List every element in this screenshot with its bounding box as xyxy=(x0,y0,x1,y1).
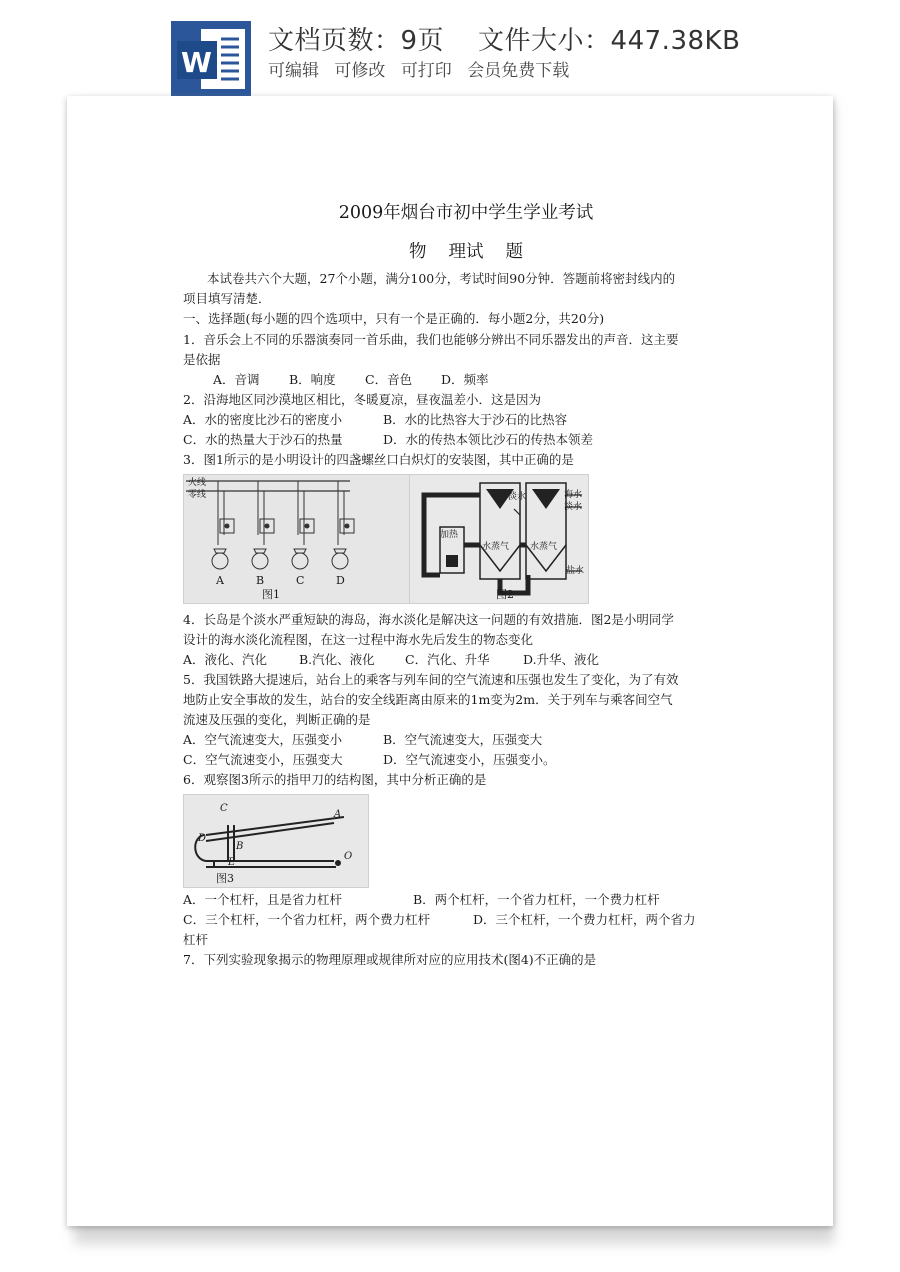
fig3-caption: 图3 xyxy=(216,872,234,885)
fig3-label-e: E xyxy=(228,857,236,868)
q4-option-a: A．液化、汽化 xyxy=(183,652,268,667)
q4-option-c: C．汽化、升华 xyxy=(405,652,490,667)
q6-stem: 6．观察图3所示的指甲刀的结构图，其中分析正确的是 xyxy=(183,772,487,787)
document-page xyxy=(67,96,833,1226)
q1-line-1: 1．音乐会上不同的乐器演奏同一首乐曲，我们也能够分辨出不同乐器发出的声音．这主要 xyxy=(183,332,679,347)
q6-option-d-continued: 杠杆 xyxy=(183,932,209,947)
q6-option-b: B．两个杠杆，一个省力杠杆，一个费力杠杆 xyxy=(413,892,660,907)
q5-line-2: 地防止安全事故的发生，站台的安全线距离由原来的1m变为2m．关于列车与乘客间空气 xyxy=(183,692,673,707)
q5-line-3: 流速及压强的变化，判断正确的是 xyxy=(183,712,371,727)
q6-option-c: C．三个杠杆，一个省力杠杆，两个费力杠杆 xyxy=(183,912,431,927)
q6-option-a: A．一个杠杆，且是省力杠杆 xyxy=(183,892,343,907)
fig2-caption: 图2 xyxy=(496,588,514,601)
q1-option-c: C．音色 xyxy=(365,372,413,387)
q1-option-a: A．音调 xyxy=(213,372,260,387)
q5-line-1: 5．我国铁路大提速后，站台上的乘客与列车间的空气流速和压强也发生了变化，为了有效 xyxy=(183,672,679,687)
q3-stem: 3．图1所示的是小明设计的四盏螺丝口白炽灯的安装图，其中正确的是 xyxy=(183,452,574,467)
q4-option-b: B.汽化、液化 xyxy=(299,652,375,667)
fig1-lamp-a-label: A xyxy=(216,574,224,587)
subtitle-part-3: 题 xyxy=(505,242,523,262)
fig2-steam-label-2: 水蒸气 xyxy=(530,542,558,552)
fig3-label-d: D xyxy=(198,833,207,844)
fig1-neutral-wire-label: 零线 xyxy=(188,490,207,500)
q4-option-d: D.升华、液化 xyxy=(523,652,600,667)
action-list xyxy=(268,56,579,81)
subtitle-part-1: 物 xyxy=(409,242,427,262)
fig2-fresh-water-label-2: 淡水 xyxy=(564,502,583,512)
figure-3-nail-clipper xyxy=(183,794,369,888)
fig3-label-c: C xyxy=(220,803,228,814)
action-modifiable[interactable]: 可修改 xyxy=(334,61,386,81)
q7-stem: 7．下列实验现象揭示的物理原理或规律所对应的应用技术(图4)不正确的是 xyxy=(183,952,597,967)
q1-option-b: B．响度 xyxy=(289,372,336,387)
intro-line-2: 项目填写清楚． xyxy=(183,291,271,306)
fig1-caption: 图1 xyxy=(262,588,280,601)
word-document-icon xyxy=(171,21,251,97)
q6-option-d: D．三个杠杆，一个费力杠杆，两个省力 xyxy=(473,912,696,927)
fig1-lamp-b-label: B xyxy=(256,574,265,587)
q4-line-1: 4．长岛是个淡水严重短缺的海岛，海水淡化是解决这一问题的有效措施．图2是小明同学 xyxy=(183,612,674,627)
fig2-fresh-water-label-1: 淡水 xyxy=(508,492,527,502)
intro-line-1: 本试卷共六个大题，27个小题，满分100分，考试时间90分钟．答题前将密封线内的 xyxy=(207,271,676,286)
file-info xyxy=(268,20,740,57)
q5-option-b: B．空气流速变大，压强变大 xyxy=(383,732,543,747)
q1-option-d: D．频率 xyxy=(441,372,489,387)
action-editable[interactable]: 可编辑 xyxy=(268,61,319,81)
q5-option-d: D．空气流速变小，压强变小。 xyxy=(383,752,556,767)
fig2-brine-label: 盐水 xyxy=(566,566,585,576)
fig1-lamp-c-label: C xyxy=(296,574,305,587)
q5-option-c: C．空气流速变小，压强变大 xyxy=(183,752,343,767)
page-count: 文档页数：9页 xyxy=(268,26,445,56)
q2-option-c: C．水的热量大于沙石的热量 xyxy=(183,432,343,447)
file-size: 文件大小：447.38KB xyxy=(478,26,741,56)
figure-1-lamp-wiring xyxy=(183,474,411,604)
q5-option-a: A．空气流速变大，压强变小 xyxy=(183,732,343,747)
document-subtitle xyxy=(183,238,749,263)
fig2-steam-label-1: 水蒸气 xyxy=(482,542,510,552)
figure-2-desalination xyxy=(409,474,589,604)
fig1-lamp-d-label: D xyxy=(336,574,345,587)
subtitle-part-2: 理试 xyxy=(448,242,484,262)
fig3-label-b: B xyxy=(236,841,244,852)
q2-stem: 2．沿海地区同沙漠地区相比，冬暖夏凉，昼夜温差小．这是因为 xyxy=(183,392,541,407)
q4-line-2: 设计的海水淡化流程图，在这一过程中海水先后发生的物态变化 xyxy=(183,632,534,647)
q2-option-a: A．水的密度比沙石的密度小 xyxy=(183,412,343,427)
q1-line-2: 是依据 xyxy=(183,352,221,367)
section-1-heading: 一、选择题(每小题的四个选项中，只有一个是正确的．每小题2分，共20分) xyxy=(183,311,605,326)
download-banner xyxy=(0,0,900,96)
fig2-seawater-label: 海水 xyxy=(564,490,583,500)
fig1-live-wire-label: 火线 xyxy=(188,478,207,488)
svg-text:W: W xyxy=(181,46,212,79)
fig2-heating-label: 加热 xyxy=(440,530,459,540)
q2-option-d: D．水的传热本领比沙石的传热本领差 xyxy=(383,432,594,447)
fig3-label-a: A xyxy=(334,809,342,820)
action-printable[interactable]: 可打印 xyxy=(400,61,452,81)
fig3-label-o: O xyxy=(344,851,353,862)
action-member-download[interactable]: 会员免费下载 xyxy=(467,61,570,81)
document-title: 2009年烟台市初中学生学业考试 xyxy=(338,203,594,223)
q2-option-b: B．水的比热容大于沙石的比热容 xyxy=(383,412,568,427)
